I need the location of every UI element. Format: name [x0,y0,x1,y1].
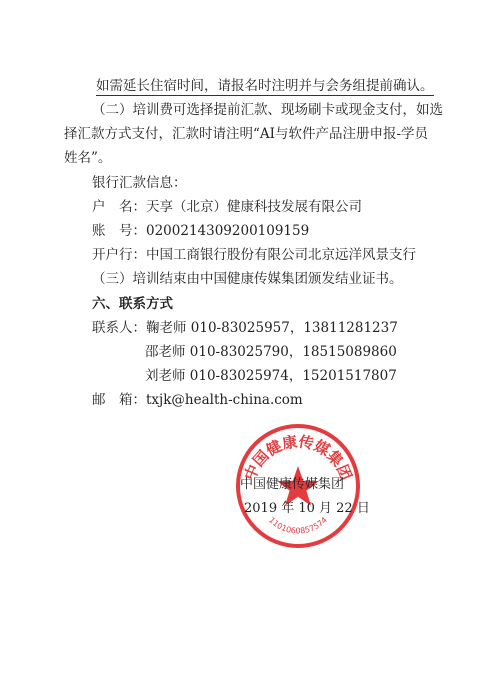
email-value: txjk@health-china.com [146,392,303,408]
account-name-label: 户 名： [92,199,146,215]
account-number-value: 0200214309200109159 [146,223,310,239]
email-row [92,391,303,409]
bank-name-label: 开户行： [92,247,146,263]
bank-name-row [92,246,416,264]
note-line-text: 如需延长住宿时间，请报名时注明并与会务组提前确认。 [96,78,434,94]
seal-arc-text: 中国健康传媒集团 [240,432,356,483]
signature-org: 中国健康传媒集团 [240,477,345,492]
signature-date: 2019 年 10 月 22 日 [244,501,370,516]
account-number-label: 账 号： [92,223,146,239]
payment-line-2: 择汇款方式支付，汇款时请注明“AI与软件产品注册申报-学员 [64,126,429,142]
bank-name-value: 中国工商银行股份有限公司北京远洋风景支行 [146,247,416,263]
section-title-contact: 六、联系方式 [92,296,173,312]
account-name-value: 天享（北京）健康科技发展有限公司 [146,199,362,215]
bank-info-title: 银行汇款信息： [92,175,187,191]
payment-line-3: 姓名”。 [64,150,112,166]
contact-1: 鞠老师 010-83025957，13811281237 [146,320,398,336]
contact-row-1 [92,319,398,337]
account-name-row [92,198,362,216]
contact-3: 刘老师 010-83025974，15201517807 [145,368,397,384]
payment-line-1: （二）培训费可选择提前汇款、现场刷卡或现金支付，如选 [92,102,443,118]
contact-2: 邵老师 010-83025790，18515089860 [145,344,397,360]
account-number-row [92,222,309,240]
seal-number: 1101060857574 [266,515,330,536]
email-label: 邮 箱： [92,392,146,408]
contacts-label: 联系人： [92,320,146,336]
note-line [96,77,434,95]
certificate-line: （三）培训结束由中国健康传媒集团颁发结业证书。 [92,271,403,287]
